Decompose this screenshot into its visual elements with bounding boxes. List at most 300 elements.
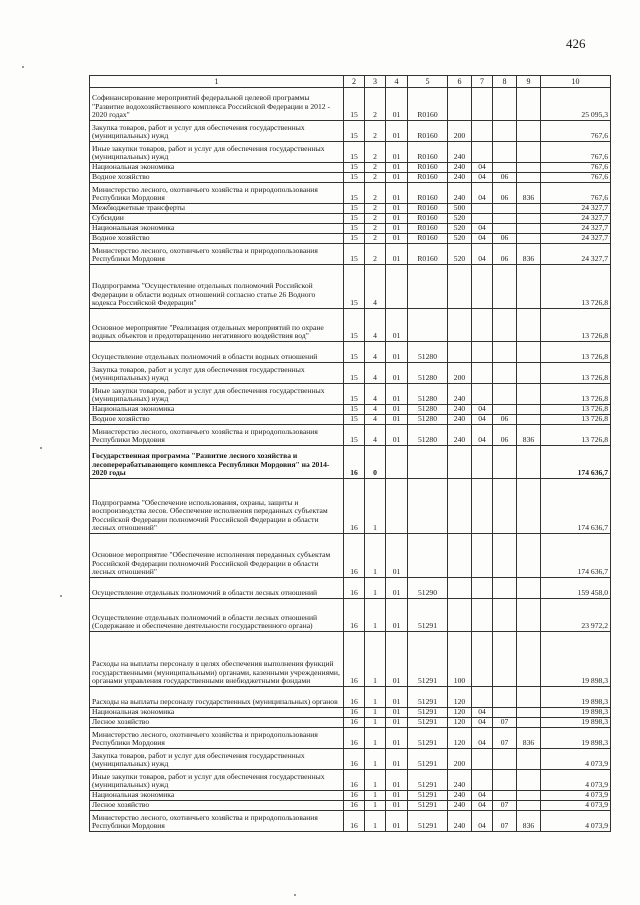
pp-cell: 1 bbox=[365, 811, 386, 832]
name-cell: Министерство лесного, охотничьего хозяйства и природопользования Республики Мордовия bbox=[90, 183, 344, 204]
pr-cell: 06 bbox=[493, 183, 517, 204]
gp-cell: 15 bbox=[344, 309, 365, 342]
table-row bbox=[90, 425, 611, 446]
gp-cell: 15 bbox=[344, 88, 365, 121]
rz-cell bbox=[472, 121, 493, 142]
direction-cell: 51291 bbox=[408, 801, 448, 811]
pr-cell bbox=[493, 578, 517, 599]
table-body bbox=[90, 88, 611, 832]
column-header: 10 bbox=[541, 76, 611, 88]
vr-cell: 120 bbox=[448, 728, 472, 749]
pr-cell bbox=[493, 224, 517, 234]
amount-cell: 23 972,2 bbox=[541, 599, 611, 632]
gp-cell: 15 bbox=[344, 142, 365, 163]
gp-cell: 16 bbox=[344, 479, 365, 534]
direction-cell: 51280 bbox=[408, 384, 448, 405]
om-cell: 01 bbox=[386, 363, 408, 384]
pr-cell: 06 bbox=[493, 173, 517, 183]
table-row bbox=[90, 234, 611, 244]
grbs-cell: 836 bbox=[517, 425, 541, 446]
direction-cell: 51290 bbox=[408, 578, 448, 599]
vr-cell: 240 bbox=[448, 425, 472, 446]
pp-cell: 4 bbox=[365, 415, 386, 425]
direction-cell: R0160 bbox=[408, 244, 448, 265]
name-cell: Закупка товаров, работ и услуг для обеспечения государственных (муниципальных) нужд bbox=[90, 121, 344, 142]
vr-cell: 240 bbox=[448, 173, 472, 183]
amount-cell: 13 726,8 bbox=[541, 342, 611, 363]
pp-cell: 1 bbox=[365, 770, 386, 791]
om-cell: 01 bbox=[386, 534, 408, 578]
pp-cell: 2 bbox=[365, 163, 386, 173]
table-row bbox=[90, 632, 611, 687]
gp-cell: 15 bbox=[344, 234, 365, 244]
om-cell: 01 bbox=[386, 632, 408, 687]
amount-cell: 13 726,8 bbox=[541, 363, 611, 384]
grbs-cell bbox=[517, 534, 541, 578]
pr-cell bbox=[493, 88, 517, 121]
pr-cell bbox=[493, 384, 517, 405]
vr-cell: 200 bbox=[448, 363, 472, 384]
table-row bbox=[90, 173, 611, 183]
name-cell: Министерство лесного, охотничьего хозяйства и природопользования Республики Мордовия bbox=[90, 811, 344, 832]
table-row bbox=[90, 728, 611, 749]
direction-cell: 51291 bbox=[408, 728, 448, 749]
rz-cell: 04 bbox=[472, 415, 493, 425]
table-row bbox=[90, 718, 611, 728]
vr-cell: 240 bbox=[448, 791, 472, 801]
rz-cell bbox=[472, 265, 493, 309]
direction-cell: 51291 bbox=[408, 791, 448, 801]
om-cell: 01 bbox=[386, 415, 408, 425]
table-row bbox=[90, 534, 611, 578]
gp-cell: 15 bbox=[344, 121, 365, 142]
pp-cell: 1 bbox=[365, 578, 386, 599]
table-row bbox=[90, 204, 611, 214]
name-cell: Межбюджетные трансферты bbox=[90, 204, 344, 214]
rz-cell: 04 bbox=[472, 801, 493, 811]
direction-cell: R0160 bbox=[408, 214, 448, 224]
scan-speck bbox=[294, 894, 296, 896]
grbs-cell bbox=[517, 632, 541, 687]
pr-cell bbox=[493, 599, 517, 632]
vr-cell bbox=[448, 265, 472, 309]
gp-cell: 15 bbox=[344, 204, 365, 214]
grbs-cell bbox=[517, 121, 541, 142]
pr-cell bbox=[493, 363, 517, 384]
gp-cell: 15 bbox=[344, 183, 365, 204]
amount-cell: 25 095,3 bbox=[541, 88, 611, 121]
amount-cell: 4 073,9 bbox=[541, 801, 611, 811]
column-header: 8 bbox=[493, 76, 517, 88]
om-cell: 01 bbox=[386, 234, 408, 244]
grbs-cell bbox=[517, 446, 541, 479]
direction-cell: 51291 bbox=[408, 749, 448, 770]
rz-cell bbox=[472, 687, 493, 708]
column-header: 7 bbox=[472, 76, 493, 88]
om-cell: 01 bbox=[386, 791, 408, 801]
pr-cell bbox=[493, 687, 517, 708]
grbs-cell bbox=[517, 234, 541, 244]
table-row bbox=[90, 578, 611, 599]
vr-cell: 200 bbox=[448, 121, 472, 142]
name-cell: Водное хозяйство bbox=[90, 234, 344, 244]
grbs-cell bbox=[517, 142, 541, 163]
table-row bbox=[90, 363, 611, 384]
gp-cell: 16 bbox=[344, 801, 365, 811]
column-header: 1 bbox=[90, 76, 344, 88]
gp-cell: 15 bbox=[344, 224, 365, 234]
table-row bbox=[90, 801, 611, 811]
column-header: 5 bbox=[408, 76, 448, 88]
grbs-cell bbox=[517, 578, 541, 599]
rz-cell: 04 bbox=[472, 791, 493, 801]
rz-cell bbox=[472, 88, 493, 121]
om-cell bbox=[386, 479, 408, 534]
pr-cell bbox=[493, 749, 517, 770]
amount-cell: 13 726,8 bbox=[541, 309, 611, 342]
name-cell: Министерство лесного, охотничьего хозяйства и природопользования Республики Мордовия bbox=[90, 728, 344, 749]
gp-cell: 16 bbox=[344, 632, 365, 687]
pr-cell: 07 bbox=[493, 801, 517, 811]
name-cell: Расходы на выплаты персоналу государственных (муниципальных) органов bbox=[90, 687, 344, 708]
pr-cell: 06 bbox=[493, 425, 517, 446]
pr-cell: 06 bbox=[493, 234, 517, 244]
om-cell: 01 bbox=[386, 163, 408, 173]
rz-cell: 04 bbox=[472, 425, 493, 446]
om-cell: 01 bbox=[386, 599, 408, 632]
pp-cell: 4 bbox=[365, 363, 386, 384]
om-cell: 01 bbox=[386, 718, 408, 728]
pp-cell: 2 bbox=[365, 183, 386, 204]
table-row bbox=[90, 244, 611, 265]
gp-cell: 15 bbox=[344, 173, 365, 183]
pr-cell: 07 bbox=[493, 728, 517, 749]
pr-cell bbox=[493, 214, 517, 224]
header-row bbox=[90, 76, 611, 88]
name-cell: Субсидии bbox=[90, 214, 344, 224]
rz-cell bbox=[472, 599, 493, 632]
vr-cell bbox=[448, 88, 472, 121]
vr-cell: 200 bbox=[448, 749, 472, 770]
table-row bbox=[90, 384, 611, 405]
vr-cell: 240 bbox=[448, 770, 472, 791]
name-cell: Подпрограмма "Обеспечение использования, охраны, защиты и воспроизводства лесов. Обеспечение исполнения переданных субъектам Российской Федерации полномочий Российской Федерации в области лесных отношений" bbox=[90, 479, 344, 534]
direction-cell bbox=[408, 479, 448, 534]
grbs-cell bbox=[517, 342, 541, 363]
om-cell: 01 bbox=[386, 183, 408, 204]
gp-cell: 15 bbox=[344, 384, 365, 405]
name-cell: Основное мероприятие "Обеспечение исполнения переданных субъектам Российской Федерации полномочий Российской Федерации в области лесных отношений" bbox=[90, 534, 344, 578]
direction-cell: 51280 bbox=[408, 363, 448, 384]
rz-cell: 04 bbox=[472, 405, 493, 415]
gp-cell: 16 bbox=[344, 446, 365, 479]
table-row bbox=[90, 309, 611, 342]
vr-cell: 240 bbox=[448, 163, 472, 173]
om-cell: 01 bbox=[386, 244, 408, 265]
amount-cell: 13 726,8 bbox=[541, 384, 611, 405]
amount-cell: 13 726,8 bbox=[541, 265, 611, 309]
pr-cell bbox=[493, 342, 517, 363]
table-row bbox=[90, 770, 611, 791]
table-row bbox=[90, 479, 611, 534]
direction-cell: 51291 bbox=[408, 718, 448, 728]
direction-cell bbox=[408, 446, 448, 479]
amount-cell: 19 898,3 bbox=[541, 708, 611, 718]
vr-cell: 120 bbox=[448, 718, 472, 728]
om-cell bbox=[386, 446, 408, 479]
amount-cell: 767,6 bbox=[541, 142, 611, 163]
grbs-cell bbox=[517, 163, 541, 173]
rz-cell bbox=[472, 534, 493, 578]
name-cell: Национальная экономика bbox=[90, 791, 344, 801]
table-row bbox=[90, 88, 611, 121]
pp-cell: 1 bbox=[365, 801, 386, 811]
rz-cell: 04 bbox=[472, 224, 493, 234]
name-cell: Министерство лесного, охотничьего хозяйства и природопользования Республики Мордовия bbox=[90, 425, 344, 446]
pr-cell bbox=[493, 770, 517, 791]
name-cell: Расходы на выплаты персоналу в целях обеспечения выполнения функций государственными (муниципальными) органами, казенными учреждениями, органами управления государственными внебюджетными фондами bbox=[90, 632, 344, 687]
name-cell: Подпрограмма "Осуществление отдельных полномочий Российской Федерации в области водных отношений согласно статье 26 Водного кодекса Российской Федерации" bbox=[90, 265, 344, 309]
name-cell: Софинансирование мероприятий федеральной целевой программы "Развитие водохозяйственного комплекса Российской Федерации в 2012 - 2020 годах" bbox=[90, 88, 344, 121]
vr-cell: 240 bbox=[448, 415, 472, 425]
name-cell: Закупка товаров, работ и услуг для обеспечения государственных (муниципальных) нужд bbox=[90, 749, 344, 770]
om-cell: 01 bbox=[386, 749, 408, 770]
pr-cell bbox=[493, 265, 517, 309]
rz-cell bbox=[472, 214, 493, 224]
pr-cell: 07 bbox=[493, 718, 517, 728]
table-row bbox=[90, 749, 611, 770]
name-cell: Осуществление отдельных полномочий в области лесных отношений bbox=[90, 578, 344, 599]
direction-cell: R0160 bbox=[408, 183, 448, 204]
grbs-cell bbox=[517, 204, 541, 214]
pp-cell: 1 bbox=[365, 534, 386, 578]
rz-cell bbox=[472, 770, 493, 791]
direction-cell bbox=[408, 534, 448, 578]
om-cell: 01 bbox=[386, 121, 408, 142]
gp-cell: 16 bbox=[344, 599, 365, 632]
grbs-cell bbox=[517, 599, 541, 632]
pr-cell bbox=[493, 142, 517, 163]
table-row bbox=[90, 687, 611, 708]
pr-cell bbox=[493, 446, 517, 479]
om-cell: 01 bbox=[386, 224, 408, 234]
pp-cell: 2 bbox=[365, 214, 386, 224]
gp-cell: 16 bbox=[344, 811, 365, 832]
gp-cell: 16 bbox=[344, 534, 365, 578]
amount-cell: 13 726,8 bbox=[541, 405, 611, 415]
grbs-cell bbox=[517, 224, 541, 234]
pp-cell: 1 bbox=[365, 687, 386, 708]
pr-cell bbox=[493, 309, 517, 342]
rz-cell bbox=[472, 309, 493, 342]
table-row bbox=[90, 708, 611, 718]
direction-cell: 51291 bbox=[408, 811, 448, 832]
rz-cell bbox=[472, 363, 493, 384]
om-cell: 01 bbox=[386, 578, 408, 599]
pp-cell: 1 bbox=[365, 749, 386, 770]
pp-cell: 4 bbox=[365, 265, 386, 309]
grbs-cell bbox=[517, 791, 541, 801]
pp-cell: 1 bbox=[365, 599, 386, 632]
gp-cell: 16 bbox=[344, 708, 365, 718]
direction-cell: R0160 bbox=[408, 204, 448, 214]
vr-cell bbox=[448, 599, 472, 632]
name-cell: Основное мероприятие "Реализация отдельных мероприятий по охране водных объектов и предотвращению негативного воздействия вод" bbox=[90, 309, 344, 342]
rz-cell: 04 bbox=[472, 163, 493, 173]
om-cell: 01 bbox=[386, 708, 408, 718]
name-cell: Осуществление отдельных полномочий в области лесных отношений (Содержание и обеспечение деятельности государственного органа) bbox=[90, 599, 344, 632]
grbs-cell bbox=[517, 363, 541, 384]
om-cell: 01 bbox=[386, 173, 408, 183]
name-cell: Иные закупки товаров, работ и услуг для обеспечения государственных (муниципальных) нужд bbox=[90, 142, 344, 163]
vr-cell: 520 bbox=[448, 224, 472, 234]
name-cell: Водное хозяйство bbox=[90, 415, 344, 425]
pp-cell: 1 bbox=[365, 708, 386, 718]
rz-cell bbox=[472, 142, 493, 163]
rz-cell: 04 bbox=[472, 708, 493, 718]
column-header: 3 bbox=[365, 76, 386, 88]
direction-cell: R0160 bbox=[408, 142, 448, 163]
amount-cell: 767,6 bbox=[541, 183, 611, 204]
table-row bbox=[90, 265, 611, 309]
vr-cell: 120 bbox=[448, 708, 472, 718]
rz-cell bbox=[472, 204, 493, 214]
amount-cell: 19 898,3 bbox=[541, 718, 611, 728]
pr-cell: 07 bbox=[493, 811, 517, 832]
pp-cell: 2 bbox=[365, 234, 386, 244]
vr-cell: 520 bbox=[448, 214, 472, 224]
grbs-cell bbox=[517, 384, 541, 405]
grbs-cell bbox=[517, 687, 541, 708]
direction-cell: R0160 bbox=[408, 88, 448, 121]
om-cell: 01 bbox=[386, 309, 408, 342]
om-cell: 01 bbox=[386, 405, 408, 415]
vr-cell: 240 bbox=[448, 811, 472, 832]
pp-cell: 2 bbox=[365, 204, 386, 214]
table-row bbox=[90, 214, 611, 224]
gp-cell: 16 bbox=[344, 718, 365, 728]
name-cell: Государственная программа "Развитие лесного хозяйства и лесоперерабатывающего комплекса Республики Мордовия" на 2014-2020 годы bbox=[90, 446, 344, 479]
pp-cell: 2 bbox=[365, 224, 386, 234]
rz-cell bbox=[472, 578, 493, 599]
grbs-cell bbox=[517, 214, 541, 224]
rz-cell: 04 bbox=[472, 173, 493, 183]
name-cell: Осуществление отдельных полномочий в области водных отношений bbox=[90, 342, 344, 363]
gp-cell: 15 bbox=[344, 342, 365, 363]
om-cell: 01 bbox=[386, 770, 408, 791]
page-number: 426 bbox=[566, 36, 586, 51]
pr-cell bbox=[493, 791, 517, 801]
om-cell: 01 bbox=[386, 142, 408, 163]
direction-cell: 51291 bbox=[408, 632, 448, 687]
rz-cell bbox=[472, 632, 493, 687]
direction-cell: 51291 bbox=[408, 599, 448, 632]
pp-cell: 1 bbox=[365, 479, 386, 534]
vr-cell: 240 bbox=[448, 142, 472, 163]
om-cell: 01 bbox=[386, 204, 408, 214]
amount-cell: 24 327,7 bbox=[541, 234, 611, 244]
direction-cell: 51291 bbox=[408, 770, 448, 791]
grbs-cell: 836 bbox=[517, 244, 541, 265]
rz-cell bbox=[472, 749, 493, 770]
grbs-cell bbox=[517, 88, 541, 121]
table-row bbox=[90, 405, 611, 415]
rz-cell: 04 bbox=[472, 718, 493, 728]
table-row bbox=[90, 121, 611, 142]
pr-cell bbox=[493, 163, 517, 173]
amount-cell: 4 073,9 bbox=[541, 770, 611, 791]
pp-cell: 4 bbox=[365, 384, 386, 405]
direction-cell: R0160 bbox=[408, 163, 448, 173]
amount-cell: 4 073,9 bbox=[541, 791, 611, 801]
amount-cell: 4 073,9 bbox=[541, 749, 611, 770]
gp-cell: 16 bbox=[344, 728, 365, 749]
direction-cell: 51291 bbox=[408, 687, 448, 708]
direction-cell: R0160 bbox=[408, 234, 448, 244]
table-row bbox=[90, 183, 611, 204]
scan-speck bbox=[40, 447, 42, 449]
table-row bbox=[90, 446, 611, 479]
amount-cell: 767,6 bbox=[541, 163, 611, 173]
amount-cell: 24 327,7 bbox=[541, 224, 611, 234]
scan-speck bbox=[60, 595, 62, 597]
name-cell: Иные закупки товаров, работ и услуг для обеспечения государственных (муниципальных) нужд bbox=[90, 770, 344, 791]
gp-cell: 15 bbox=[344, 415, 365, 425]
table-row bbox=[90, 791, 611, 801]
rz-cell: 04 bbox=[472, 811, 493, 832]
pp-cell: 4 bbox=[365, 425, 386, 446]
vr-cell: 240 bbox=[448, 405, 472, 415]
vr-cell bbox=[448, 342, 472, 363]
pr-cell bbox=[493, 534, 517, 578]
amount-cell: 767,6 bbox=[541, 173, 611, 183]
name-cell: Иные закупки товаров, работ и услуг для обеспечения государственных (муниципальных) нужд bbox=[90, 384, 344, 405]
scan-speck bbox=[22, 66, 24, 68]
pp-cell: 1 bbox=[365, 728, 386, 749]
pr-cell bbox=[493, 405, 517, 415]
rz-cell bbox=[472, 446, 493, 479]
direction-cell bbox=[408, 265, 448, 309]
direction-cell: R0160 bbox=[408, 173, 448, 183]
amount-cell: 24 327,7 bbox=[541, 214, 611, 224]
rz-cell: 04 bbox=[472, 244, 493, 265]
om-cell: 01 bbox=[386, 728, 408, 749]
pp-cell: 2 bbox=[365, 121, 386, 142]
gp-cell: 15 bbox=[344, 405, 365, 415]
table-row bbox=[90, 415, 611, 425]
pp-cell: 4 bbox=[365, 309, 386, 342]
amount-cell: 19 898,3 bbox=[541, 728, 611, 749]
om-cell: 01 bbox=[386, 384, 408, 405]
direction-cell: R0160 bbox=[408, 121, 448, 142]
pr-cell bbox=[493, 121, 517, 142]
rz-cell bbox=[472, 384, 493, 405]
vr-cell: 500 bbox=[448, 204, 472, 214]
table-row bbox=[90, 599, 611, 632]
column-header: 9 bbox=[517, 76, 541, 88]
pr-cell: 06 bbox=[493, 415, 517, 425]
vr-cell bbox=[448, 479, 472, 534]
grbs-cell bbox=[517, 173, 541, 183]
pp-cell: 2 bbox=[365, 88, 386, 121]
pp-cell: 4 bbox=[365, 405, 386, 415]
gp-cell: 15 bbox=[344, 265, 365, 309]
gp-cell: 16 bbox=[344, 770, 365, 791]
rz-cell bbox=[472, 342, 493, 363]
direction-cell bbox=[408, 309, 448, 342]
pp-cell: 1 bbox=[365, 632, 386, 687]
name-cell: Закупка товаров, работ и услуг для обеспечения государственных (муниципальных) нужд bbox=[90, 363, 344, 384]
